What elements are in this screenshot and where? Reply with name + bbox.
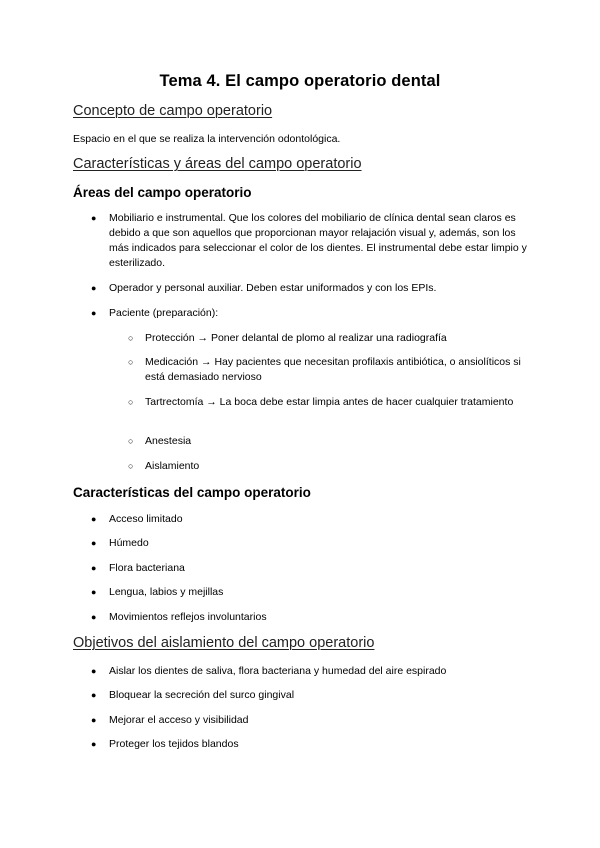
sub-bullet-icon: ○ bbox=[128, 397, 134, 407]
bullet-icon: ● bbox=[91, 538, 97, 548]
heading-areas: Áreas del campo operatorio bbox=[73, 185, 252, 200]
bullet-icon: ● bbox=[91, 690, 97, 700]
sub-bullet-icon: ○ bbox=[128, 333, 134, 343]
bullet-icon: ● bbox=[91, 563, 97, 573]
list-item-acceso: Acceso limitado bbox=[109, 513, 183, 525]
heading-caracteristicas: Características del campo operatorio bbox=[73, 485, 311, 500]
list-item-operador: Operador y personal auxiliar. Deben estar uniformados y con los EPIs. bbox=[109, 282, 437, 294]
bullet-icon: ● bbox=[91, 283, 97, 293]
sub-bullet-icon: ○ bbox=[128, 436, 134, 446]
sub-item-anestesia: Anestesia bbox=[145, 435, 192, 447]
bullet-icon: ● bbox=[91, 308, 97, 318]
list-item-paciente: Paciente (preparación): bbox=[109, 307, 219, 319]
list-item-flora: Flora bacteriana bbox=[109, 562, 185, 574]
list-item-mobiliario: Mobiliario e instrumental. Que los colores del mobiliario de clínica dental sean claros es debido a que son aquellos que proporcionan mayor relajación visual y, además, son los más indicados para seleccionar el color de los dientes. El instrumental debe estar limpio y esterilizado. bbox=[109, 212, 527, 269]
list-item-bloquear: Bloquear la secreción del surco gingival bbox=[109, 689, 295, 701]
bullet-icon: ● bbox=[91, 587, 97, 597]
heading-caracteristicas-areas: Características y áreas del campo operatorio bbox=[73, 156, 362, 172]
sub-item-medicacion: Medicación → Hay pacientes que necesitan profilaxis antibiótica, o ansiolíticos si está demasiado nervioso bbox=[145, 356, 521, 383]
sub-item-aislamiento: Aislamiento bbox=[145, 460, 200, 472]
list-item-lengua: Lengua, labios y mejillas bbox=[109, 586, 224, 598]
page-title: Tema 4. El campo operatorio dental bbox=[159, 72, 441, 90]
list-item-aislar: Aislar los dientes de saliva, flora bacteriana y humedad del aire espirado bbox=[109, 665, 447, 677]
list-item-proteger: Proteger los tejidos blandos bbox=[109, 738, 239, 750]
sub-item-tartrectomia: Tartrectomía → La boca debe estar limpia antes de hacer cualquier tratamiento bbox=[145, 396, 514, 408]
bullet-icon: ● bbox=[91, 715, 97, 725]
bullet-icon: ● bbox=[91, 739, 97, 749]
list-item-humedo: Húmedo bbox=[109, 537, 149, 549]
bullet-icon: ● bbox=[91, 666, 97, 676]
heading-concepto: Concepto de campo operatorio bbox=[73, 103, 273, 119]
bullet-icon: ● bbox=[91, 612, 97, 622]
sub-item-proteccion: Protección → Poner delantal de plomo al realizar una radiografía bbox=[145, 332, 447, 344]
concepto-text: Espacio en el que se realiza la intervención odontológica. bbox=[73, 133, 341, 145]
list-item-mejorar: Mejorar el acceso y visibilidad bbox=[109, 714, 249, 726]
sub-bullet-icon: ○ bbox=[128, 461, 134, 471]
sub-bullet-icon: ○ bbox=[128, 357, 134, 367]
bullet-icon: ● bbox=[91, 213, 97, 223]
heading-objetivos: Objetivos del aislamiento del campo operatorio bbox=[73, 635, 375, 651]
list-item-movimientos: Movimientos reflejos involuntarios bbox=[109, 611, 267, 623]
bullet-icon: ● bbox=[91, 514, 97, 524]
